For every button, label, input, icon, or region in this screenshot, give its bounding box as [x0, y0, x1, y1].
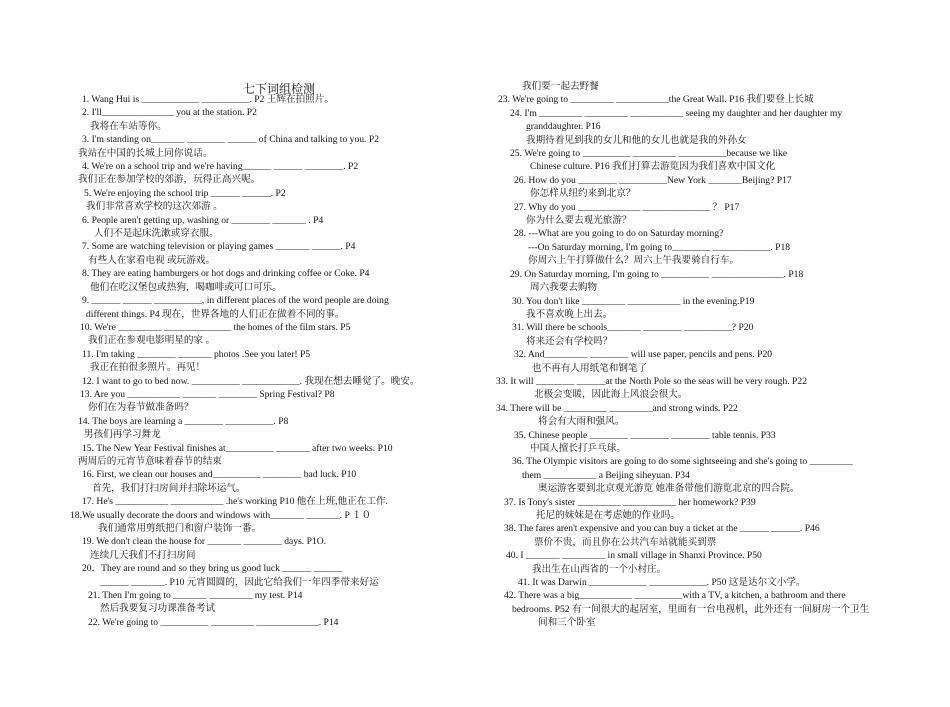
exercise-line: 连续几天我们不打扫房间 — [90, 549, 196, 561]
exercise-line: 30. You don't like _________ ___________ in the evening.P19 — [512, 295, 755, 307]
exercise-line: 8. They are eating hamburgers or hot dogs and drinking coffee or Coke. P4 — [82, 268, 370, 280]
exercise-line: 13. Are you ___________ _______ ________ Spring Festival? P8 — [80, 388, 335, 400]
exercise-line: 7. Some are watching television or playing games _______ ______. P4 — [82, 241, 356, 253]
exercise-line: 你周六上午打算做什么？周六上午我要骑自行车。 — [528, 255, 740, 267]
exercise-line: 15. The New Year Festival finishes at__________ _______ after two weeks. P10 — [82, 442, 393, 454]
exercise-line: 38. The fares aren't expensive and you can buy a ticket at the ______ ______. P46 — [504, 523, 820, 535]
exercise-line: 17. He's ___________ ___________ .he's working P10 他在上班,他正在工作. — [82, 496, 388, 508]
exercise-line: 首先，我们打扫房间并扫除坏运气。 — [92, 482, 246, 494]
exercise-line: 41. It was Darwin ____________ ____________. P50 这是达尔文小学。 — [518, 577, 806, 589]
exercise-line: 40. I _______ _________ in small village in Shanxi Province. P50 — [506, 550, 762, 562]
right-column — [492, 80, 912, 630]
exercise-line: ______ _______. P10 元宵圆圆的，因此它给我们一年四季带来好运 — [100, 576, 379, 588]
exercise-line: granddaughter. P16 — [526, 121, 601, 133]
exercise-line: 托尼的妹妹是在考虑她的作业吗。 — [536, 510, 680, 521]
exercise-line: 2. I'll_______________ you at the station. P2 — [82, 107, 257, 119]
exercise-line: 间和三个卧室 — [538, 617, 596, 629]
exercise-line: 我们非常喜欢学校的这次郊游 。 — [86, 201, 223, 213]
exercise-line: 我不喜欢晚上出去。 — [526, 308, 613, 320]
exercise-line: ---On Saturday morning, I'm going to________ ____________. P18 — [528, 241, 791, 253]
exercise-line: 28. ---What are you going to do on Saturday morning? — [514, 228, 724, 240]
exercise-line: 25. We're going to __________ _________ __________because we like — [510, 148, 788, 160]
exercise-line: 我出生在山西省的一个小村庄。 — [532, 563, 667, 575]
exercise-line: 中国人擅长打乒乓球。 — [530, 442, 626, 454]
exercise-line: 31. Will there be schools_______ ________ __________? P20 — [512, 322, 754, 334]
exercise-line: 14. The boys are learning a ________ __________. P8 — [78, 415, 289, 427]
exercise-line: 26. How do you ________ __________New York _______Beijing? P17 — [514, 174, 792, 186]
exercise-line: 21. Then I'm going to _______ _________ my test. P14 — [88, 590, 303, 602]
page-title: 七下词组检测 — [243, 82, 316, 96]
exercise-line: 42. There was a big___________ __________with a TV, a kitchen, a bathroom and there — [504, 590, 846, 602]
exercise-line: different things. P4 现在，世界各地的人们正在做着不同的事。 — [86, 308, 345, 320]
exercise-line: 34. There will be _________ _________and strong winds. P22 — [496, 402, 738, 414]
exercise-line: 周六我要去购物 — [530, 282, 598, 294]
exercise-line: 12. I want to go to bed now. __________ ____________. 我现在想去睡觉了。晚安。 — [82, 375, 420, 387]
exercise-line: 35. Chinese people ________ ________ ________ table tennis. P33 — [514, 429, 776, 441]
exercise-line: 11. I'm taking ________ _______ photos .See you later! P5 — [82, 348, 311, 360]
exercise-line: 我期待着见到我的女儿和他的女儿也就是我的外孙女 — [526, 134, 747, 146]
exercise-line: 37. Is Tony's sister _________ ___________ her homework? P39 — [504, 496, 756, 508]
exercise-line: 有些人在家看电视 或玩游戏。 — [88, 254, 216, 266]
exercise-line: 3. I'm standing on_______ ________ ______ of China and talking to you. P2 — [82, 134, 379, 146]
exercise-line: 9. ______ ______ __________, in different places of the word people are doing — [82, 295, 389, 307]
exercise-line: 将来还会有学校吗？ — [526, 335, 613, 347]
exercise-line: bedrooms. P52 有一间很大的起居室，里面有一台电视机，此外还有一间厨房一个卫生 — [512, 603, 870, 615]
exercise-line: 他们在吃汉堡包或热狗，喝咖啡或可口可乐。 — [90, 281, 282, 293]
exercise-line: 18.We usually decorate the doors and windows with_______ _______. P １０ — [70, 509, 372, 521]
exercise-line: 然后我要复习功课准备考试 — [100, 603, 216, 615]
exercise-line: 1. Wang Hui is ____________ __________. P2 王辉在拍照片。 — [82, 94, 334, 105]
exercise-line: 奥运游客要到北京观光游览 她准备带他们游览北京的四合院。 — [538, 483, 800, 495]
exercise-line: 19. We don't clean the house for _______ ________ days. P1O. — [82, 536, 327, 548]
exercise-line: 29. On Saturday morning, I'm going to __________ _______________. P18 — [510, 268, 804, 280]
exercise-line: 我站在中国的长城上同你说话。 — [78, 147, 213, 159]
exercise-line: 5. We're enjoying the school trip ______ ______. P2 — [84, 187, 286, 199]
exercise-line: 10. We're _________ ______________ the homes of the film stars. P5 — [80, 321, 351, 333]
exercise-line: 20．They are round and so they bring us good luck ______ ______ — [82, 563, 343, 575]
left-column — [60, 93, 465, 629]
exercise-line: 16. First, we clean our houses and__________ ________ bad luck. P10 — [82, 469, 357, 481]
exercise-line: 27. Why do you _____________ ______________ ？ P17 — [514, 201, 740, 213]
exercise-line: 男孩们再学习舞龙 — [84, 429, 161, 441]
exercise-line: 6. People aren't getting up, washing or ________ _______ . P4 — [82, 214, 324, 226]
exercise-line: 人们不是起床洗漱或穿衣服。 — [94, 228, 219, 240]
exercise-line: 将会有大雨和强风。 — [538, 416, 625, 428]
exercise-line: 也不再有人用纸笔和钢笔了 — [532, 362, 648, 374]
exercise-line: 32. And_________ ________ will use paper, pencils and pens. P20 — [514, 349, 773, 361]
exercise-line: 我们正在参观电影明星的家 。 — [88, 335, 216, 347]
exercise-line: 4. We're on a school trip and we're having______ ______ ________. P2 — [82, 161, 359, 173]
exercise-line: 22. We're going to __________ _________ _____________. P14 — [88, 616, 339, 628]
exercise-line: 24. I'm _________ _________ ___________ seeing my daughter and her daughter my — [510, 107, 843, 119]
exercise-line: 36. The Olympic visitors are going to do some sightseeing and she's going to _________ — [512, 456, 853, 468]
exercise-line: 两周后的元宵节意味着春节的结束 — [78, 455, 222, 467]
exercise-line: 你怎样从纽约来到北京？ — [530, 188, 636, 200]
exercise-line: 我们要一起去野餐 — [522, 81, 599, 92]
exercise-line: 33. It will ________ ______at the North Pole so the seas will be very rough. P22 — [496, 375, 807, 387]
exercise-line: 我正在拍很多照片。再见！ — [90, 362, 206, 374]
exercise-line: 我们通常用剪纸把门和窗户装饰一番。 — [98, 523, 262, 534]
exercise-line: 我们正在参加学校的郊游，玩得正高兴呢。 — [78, 174, 261, 186]
exercise-line: 23. We're going to _________ ___________the Great Wall. P16 我们要登上长城 — [498, 94, 814, 106]
exercise-line: 票价不贵，而且你在公共汽车站就能买到票 — [534, 536, 717, 548]
exercise-line: 北极会变暖，因此海上风浪会很大。 — [534, 389, 688, 401]
exercise-line: 你们在为春节做准备吗？ — [88, 402, 194, 414]
exercise-line: them ___________ a Beijing siheyuan. P34 — [522, 469, 690, 481]
exercise-line: 我将在车站等你。 — [90, 120, 167, 132]
exercise-line: 你为什么要去观光旅游？ — [526, 215, 632, 227]
exercise-line: Chinese culture. P16 我们打算去游览因为我们喜欢中国文化 — [530, 161, 776, 173]
